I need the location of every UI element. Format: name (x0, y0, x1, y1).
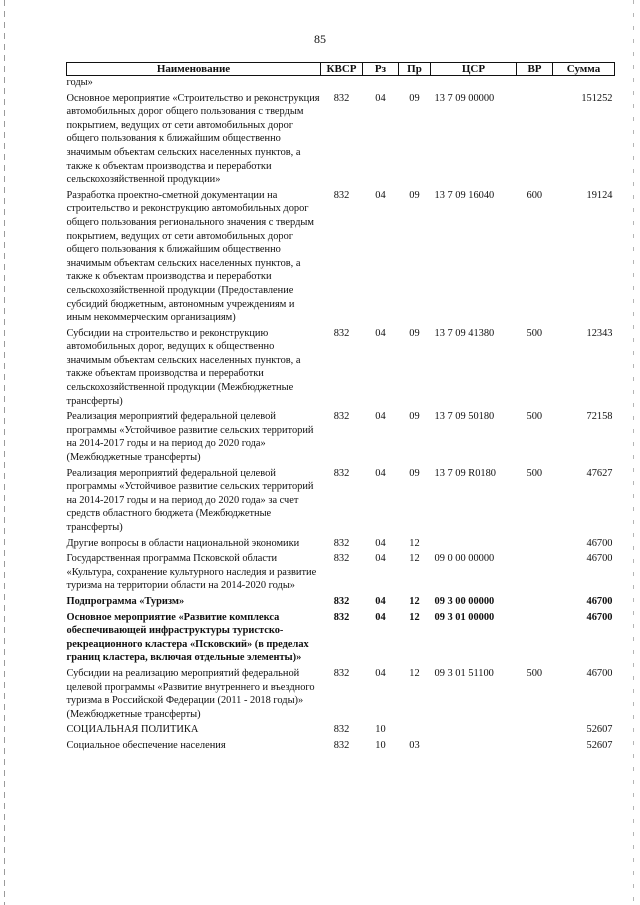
cell-vr (517, 550, 553, 593)
table-row (67, 76, 615, 90)
cell-kvsr: 832 (333, 611, 350, 623)
cell-kvsr: 832 (333, 595, 350, 607)
cell-kvsr: 832 (333, 739, 350, 751)
cell-csr (431, 721, 517, 737)
table-header-row (67, 63, 615, 76)
cell-name: Разработка проектно-сметной документации на строительство и реконструкцию автомобильных дорог общего пользования регионального значения с твердым покрытием, ведущих от сети автомобильных дорог общего пользования к ближайшим общественно значимым объектам сельских населенных пунктов, а также к объектам производства и переработки сельскохозяйственной продукции (Предоставление субсидий бюджетным, автономным учреждениям и иным некоммерческим организациям) (66, 189, 314, 324)
cell-csr: 13 7 09 16040 (434, 189, 495, 201)
cell-vr (517, 90, 553, 187)
cell-name: Реализация мероприятий федеральной целевой программы «Устойчивое развитие сельских территорий на 2014-2017 годы и на период до 2020 года» за счет средств областного бюджета (Межбюджетные трансферты) (66, 467, 314, 533)
cell-rz: 04 (375, 611, 386, 623)
table-row (67, 737, 615, 753)
table-row (67, 325, 615, 409)
cell-pr: 03 (409, 739, 420, 751)
cell-csr: 13 7 09 50180 (434, 411, 495, 423)
cell-pr: 09 (409, 327, 420, 339)
cell-kvsr: 832 (333, 92, 350, 104)
cell-sum: 72158 (586, 411, 613, 423)
cell-kvsr: 832 (333, 724, 350, 736)
cell-sum: 19124 (586, 189, 613, 201)
cell-rz: 04 (375, 327, 386, 339)
cell-name: годы» (66, 77, 93, 88)
table-row (67, 665, 615, 721)
budget-table (66, 62, 615, 753)
cell-rz: 04 (375, 189, 386, 201)
cell-name: Субсидии на реализацию мероприятий федеральной целевой программы «Развитие внутреннего и въездного туризма в Российской Федерации (2011 - 2018 годы)» (Межбюджетные трансферты) (66, 667, 315, 720)
cell-pr: 09 (409, 189, 420, 201)
cell-vr: 500 (526, 467, 543, 479)
cell-pr: 12 (409, 537, 420, 549)
cell-rz: 04 (375, 411, 386, 423)
cell-pr: 12 (409, 553, 420, 565)
scan-edge-right (633, 0, 634, 905)
cell-pr: 09 (409, 92, 420, 104)
cell-vr: 500 (526, 667, 543, 679)
cell-csr (431, 535, 517, 551)
cell-vr: 600 (526, 189, 543, 201)
cell-vr (517, 721, 553, 737)
table-row (67, 187, 615, 325)
cell-name: Субсидии на строительство и реконструкцию автомобильных дорог, ведущих к общественно значимым объектам сельских населенных пунктов, а также объектам производства и переработки сельскохозяйственной продукции (Межбюджетные трансферты) (66, 327, 301, 407)
cell-name: Социальное обеспечение населения (66, 739, 226, 751)
cell-vr: 500 (526, 327, 543, 339)
cell-csr: 09 3 01 51100 (434, 667, 494, 679)
table-row (67, 593, 615, 609)
cell-pr (399, 76, 431, 90)
cell-kvsr: 832 (333, 189, 350, 201)
cell-csr (431, 737, 517, 753)
cell-rz: 04 (375, 467, 386, 479)
header-name: Наименование (67, 63, 321, 76)
cell-sum: 52607 (586, 739, 613, 751)
table-row (67, 90, 615, 187)
cell-name: Реализация мероприятий федеральной целевой программы «Устойчивое развитие сельских территорий на 2014-2017 годы и на период до 2020 года» (Межбюджетные трансферты) (66, 411, 314, 464)
cell-sum: 12343 (586, 327, 613, 339)
table-row (67, 535, 615, 551)
cell-csr: 09 3 01 00000 (434, 611, 495, 623)
cell-rz: 10 (375, 739, 386, 751)
cell-kvsr: 832 (333, 467, 350, 479)
cell-pr: 09 (409, 467, 420, 479)
cell-sum: 151252 (581, 92, 613, 104)
cell-sum: 52607 (586, 724, 613, 736)
header-rz: Рз (363, 63, 399, 76)
cell-sum: 46700 (586, 595, 613, 607)
cell-csr: 13 7 09 41380 (434, 327, 495, 339)
cell-name: СОЦИАЛЬНАЯ ПОЛИТИКА (66, 724, 199, 736)
cell-name: Государственная программа Псковской области «Культура, сохранение культурного наследия и развитие туризма на территории области на 2014-2020 годы» (66, 553, 317, 592)
cell-name: Основное мероприятие «Развитие комплекса обеспечивающей инфраструктуры туристско-рекреационного кластера «Псковский» (в пределах границ кластера, включая отдельные элементы)» (66, 611, 309, 664)
table-row (67, 550, 615, 593)
cell-kvsr: 832 (333, 537, 350, 549)
cell-sum: 46700 (586, 667, 613, 679)
cell-pr: 12 (409, 667, 420, 679)
cell-csr: 09 3 00 00000 (434, 595, 495, 607)
scan-edge-left (4, 0, 5, 905)
cell-vr (517, 593, 553, 609)
cell-vr (517, 535, 553, 551)
cell-pr: 09 (409, 411, 420, 423)
cell-rz: 04 (375, 553, 386, 565)
header-kvsr: КВСР (321, 63, 363, 76)
cell-sum: 46700 (586, 611, 613, 623)
cell-csr: 13 7 09 00000 (434, 92, 495, 104)
cell-sum: 47627 (586, 467, 613, 479)
cell-name: Основное мероприятие «Строительство и реконструкция автомобильных дорог общего пользования с твердым покрытием, ведущих от сети автомобильных дорог общего пользования к ближайшим общественно значимым объектам сельских населенных пунктов, а также к объектам производства и переработки сельскохозяйственной продукции» (66, 92, 320, 186)
header-csr: ЦСР (431, 63, 517, 76)
cell-rz: 04 (375, 537, 386, 549)
cell-vr (517, 737, 553, 753)
header-vr: ВР (517, 63, 553, 76)
cell-vr (517, 76, 553, 90)
table-row (67, 721, 615, 737)
header-pr: Пр (399, 63, 431, 76)
cell-pr: 12 (409, 595, 420, 607)
cell-name: Подпрограмма «Туризм» (66, 595, 185, 607)
table-row (67, 465, 615, 535)
cell-rz: 04 (375, 595, 386, 607)
table-row (67, 408, 615, 464)
cell-kvsr: 832 (333, 411, 350, 423)
cell-kvsr: 832 (333, 667, 350, 679)
cell-rz: 10 (375, 724, 386, 736)
cell-kvsr: 832 (333, 553, 350, 565)
table-row (67, 609, 615, 665)
cell-name: Другие вопросы в области национальной экономики (66, 537, 300, 549)
cell-sum: 46700 (586, 537, 613, 549)
page-number: 85 (314, 32, 326, 46)
cell-csr (431, 76, 517, 90)
cell-pr: 12 (409, 611, 420, 623)
header-sum: Сумма (553, 63, 615, 76)
cell-vr (517, 609, 553, 665)
cell-csr: 13 7 09 R0180 (434, 467, 496, 479)
cell-csr: 09 0 00 00000 (434, 553, 495, 565)
cell-rz (363, 76, 399, 90)
cell-rz: 04 (375, 92, 386, 104)
cell-kvsr: 832 (333, 327, 350, 339)
cell-sum (553, 76, 615, 90)
cell-pr (399, 721, 431, 737)
cell-rz: 04 (375, 667, 386, 679)
cell-vr: 500 (526, 411, 543, 423)
cell-kvsr (321, 76, 363, 90)
cell-sum: 46700 (586, 553, 613, 565)
